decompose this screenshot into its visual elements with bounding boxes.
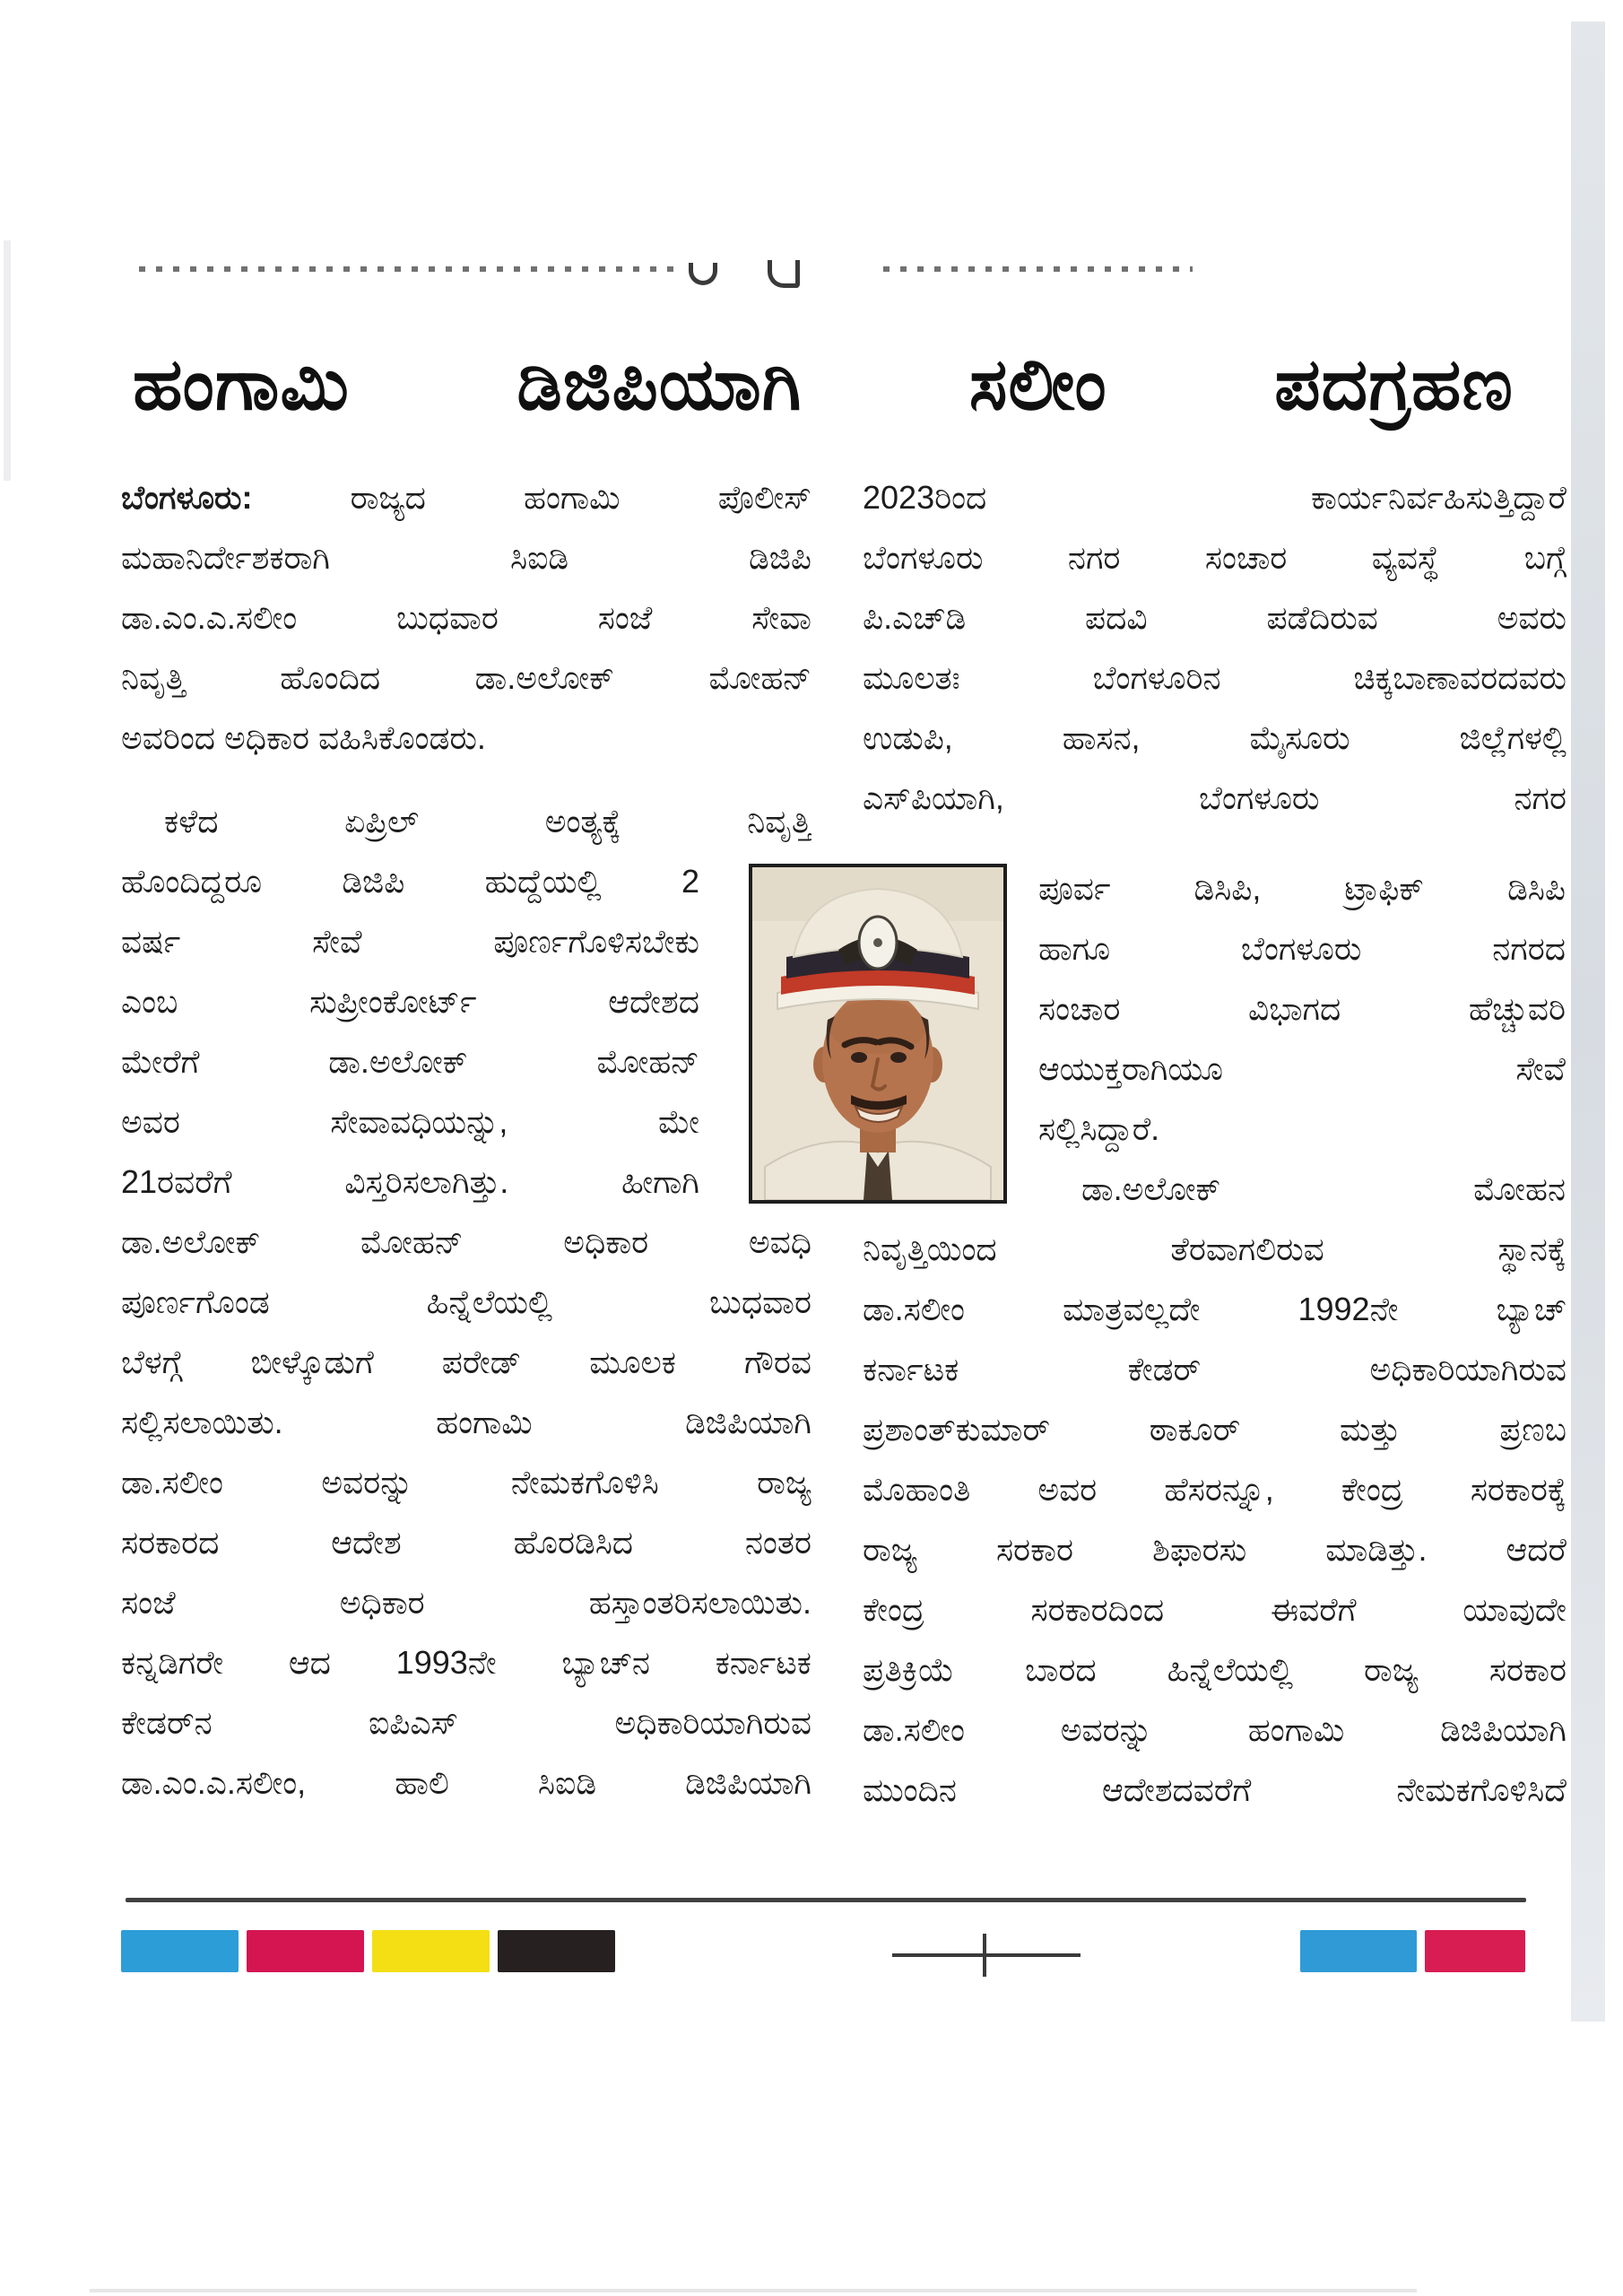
right-column-paragraph-1 [863, 470, 1567, 831]
police-officer-portrait-graphic [752, 867, 1003, 1200]
body-line: ಡಾ.ಅಲೋಕ್ ಮೋಹನ್ ಅಧಿಕಾರ ಅವಧಿ [121, 1223, 812, 1260]
body-line: ಡಾ.ಸಲೀಂ ಅವರನ್ನು ನೇಮಕಗೊಳಿಸಿ ರಾಜ್ಯ [121, 1464, 812, 1500]
body-line: ಮೇರೆಗೆ ಡಾ.ಅಲೋಕ್ ಮೋಹನ್ [121, 1043, 699, 1080]
dateline: ಬೆಂಗಳೂರು: [121, 479, 253, 516]
clipped-text-fragment [883, 266, 1193, 272]
body-line: ಸಲ್ಲಿಸಲಾಯಿತು. ಹಂಗಾಮಿ ಡಿಜಿಪಿಯಾಗಿ [121, 1404, 812, 1440]
body-line: ಕೇಡರ್‌ನ ಐಪಿಎಸ್ ಅಧಿಕಾರಿಯಾಗಿರುವ [121, 1704, 812, 1741]
body-line: ನಿವೃತ್ತಿಯಿಂದ ತೆರವಾಗಲಿರುವ ಸ್ಥಾನಕ್ಕೆ [863, 1231, 1567, 1267]
body-line: ವರ್ಷ ಸೇವೆ ಪೂರ್ಣಗೊಳಿಸಬೇಕು [121, 923, 699, 960]
cross-vertical [983, 1934, 986, 1977]
body-line: ಕಳೆದ ಏಪ್ರಿಲ್ ಅಂತ್ಯಕ್ಕೆ ನಿವೃತ್ತಿ [164, 803, 812, 839]
body-line: ಸಂಜೆ ಅಧಿಕಾರ ಹಸ್ತಾಂತರಿಸಲಾಯಿತು. [121, 1584, 812, 1621]
body-line: ಕರ್ನಾಟಕ ಕೇಡರ್ ಅಧಿಕಾರಿಯಾಗಿರುವ [863, 1351, 1567, 1387]
right-column-narrow-beside-photo [1038, 861, 1566, 1161]
left-column-paragraph-2-rest [121, 1214, 812, 1815]
body-line: ಮಹಾನಿರ್ದೇಶಕರಾಗಿ ಸಿಐಡಿ ಡಿಜಿಪಿ [121, 539, 812, 576]
cross-horizontal [892, 1953, 1081, 1957]
body-line: ಅವರ ಸೇವಾವಧಿಯನ್ನು, ಮೇ [121, 1103, 699, 1140]
color-swatch [1425, 1930, 1525, 1972]
body-line: ಪೂರ್ಣಗೊಂಡ ಹಿನ್ನೆಲೆಯಲ್ಲಿ ಬುಧವಾರ [121, 1283, 812, 1320]
body-line: ಹೊಂದಿದ್ದರೂ ಡಿಜಿಪಿ ಹುದ್ದೆಯಲ್ಲಿ 2 [121, 863, 699, 900]
body-line: ಹಾಗೂ ಬೆಂಗಳೂರು ನಗರದ [1038, 930, 1566, 967]
body-line: ಪಿ.ಎಚ್‌ಡಿ ಪದವಿ ಪಡೆದಿರುವ ಅವರು [863, 599, 1567, 636]
body-line: ಉಡುಪಿ, ಹಾಸನ, ಮೈಸೂರು ಜಿಲ್ಲೆಗಳಲ್ಲಿ [863, 719, 1567, 756]
color-registration-bars-right [1300, 1930, 1525, 1972]
clipping-bottom-rule [126, 1898, 1526, 1902]
body-line: ಮುಂದಿನ ಆದೇಶದವರೆಗೆ ನೇಮಕಗೊಳಿಸಿದೆ [863, 1771, 1567, 1808]
body-line: ಬೆಳಗ್ಗೆ ಬೀಳ್ಕೊಡುಗೆ ಪರೇಡ್ ಮೂಲಕ ಗೌರವ [121, 1344, 812, 1380]
registration-cross-mark [892, 1934, 1081, 1977]
body-line: ಸಂಚಾರ ವಿಭಾಗದ ಹೆಚ್ಚುವರಿ [1038, 990, 1566, 1027]
body-line [121, 470, 812, 530]
body-line: ಡಾ.ಎಂ.ಎ.ಸಲೀಂ, ಹಾಲಿ ಸಿಐಡಿ ಡಿಜಿಪಿಯಾಗಿ [121, 1764, 812, 1801]
body-line: ನಿವೃತ್ತಿ ಹೊಂದಿದ ಡಾ.ಅಲೋಕ್ ಮೋಹನ್ [121, 659, 812, 696]
body-line: ಕನ್ನಡಿಗರೇ ಆದ 1993ನೇ ಬ್ಯಾಚ್‌ನ ಕರ್ನಾಟಕ [121, 1644, 812, 1681]
body-line: ಡಾ.ಸಲೀಂ ಅವರನ್ನು ಹಂಗಾಮಿ ಡಿಜಿಪಿಯಾಗಿ [863, 1711, 1567, 1748]
color-swatch [247, 1930, 364, 1972]
body-line: ಡಾ.ಅಲೋಕ್ ಮೋಹನ [1081, 1170, 1566, 1207]
body-line: 2023ರಿಂದ ಕಾರ್ಯನಿರ್ವಹಿಸುತ್ತಿದ್ದಾರೆ [863, 479, 1567, 516]
color-swatch [372, 1930, 490, 1972]
body-line: ಆಯುಕ್ತರಾಗಿಯೂ ಸೇವೆ [1038, 1050, 1566, 1087]
body-line-text: ರಾಜ್ಯದ ಹಂಗಾಮಿ ಪೊಲೀಸ್ [350, 479, 812, 516]
body-line: 21ರವರೆಗೆ ವಿಸ್ತರಿಸಲಾಗಿತ್ತು. ಹೀಗಾಗಿ [121, 1163, 699, 1200]
scan-edge-shadow [1571, 22, 1605, 2022]
body-lines [1038, 861, 1566, 1101]
body-line: ಪ್ರತಿಕ್ರಿಯೆ ಬಾರದ ಹಿನ್ನೆಲೆಯಲ್ಲಿ ರಾಜ್ಯ ಸರಕಾರ [863, 1651, 1567, 1688]
body-line: ಅವರಿಂದ ಅಧಿಕಾರ ವಹಿಸಿಕೊಂಡರು. [121, 719, 486, 756]
body-line: ಕೇಂದ್ರ ಸರಕಾರದಿಂದ ಈವರೆಗೆ ಯಾವುದೇ [863, 1591, 1567, 1628]
clipped-text-fragment [139, 266, 677, 272]
cmyk-registration-bars [121, 1930, 615, 1972]
left-column-paragraph-1 [121, 470, 812, 770]
scan-left-artifact [4, 240, 11, 481]
body-line: ಡಾ.ಎಂ.ಎ.ಸಲೀಂ ಬುಧವಾರ ಸಂಜೆ ಸೇವಾ [121, 599, 812, 636]
body-line: ಮೊಹಾಂತಿ ಅವರ ಹೆಸರನ್ನೂ, ಕೇಂದ್ರ ಸರಕಾರಕ್ಕೆ [863, 1471, 1567, 1508]
body-line: ಸರಕಾರದ ಆದೇಶ ಹೊರಡಿಸಿದ ನಂತರ [121, 1524, 812, 1561]
body-line: ಮೂಲತಃ ಬೆಂಗಳೂರಿನ ಚಿಕ್ಕಬಾಣಾವರದವರು [863, 659, 1567, 696]
body-lines [121, 530, 812, 710]
scan-bottom-artifact [90, 2289, 1417, 2292]
clipped-glyph-fragment [689, 263, 717, 285]
clipped-glyph-fragment [768, 260, 800, 288]
left-column-narrow-beside-photo [121, 854, 699, 1214]
body-line: ಪ್ರಶಾಂತ್‌ಕುಮಾರ್ ಠಾಕೂರ್ ಮತ್ತು ಪ್ರಣಬ [863, 1411, 1567, 1448]
body-line: ರಾಜ್ಯ ಸರಕಾರ ಶಿಫಾರಸು ಮಾಡಿತ್ತು. ಆದರೆ [863, 1531, 1567, 1568]
right-column-paragraph-2-rest [863, 1222, 1567, 1822]
article-headline: ಹಂಗಾಮಿ ಡಿಜಿಪಿಯಾಗಿ ಸಲೀಂ ಪದಗ್ರಹಣ [133, 344, 1514, 424]
officer-photo [749, 864, 1007, 1204]
body-line: ಬೆಂಗಳೂರು ನಗರ ಸಂಚಾರ ವ್ಯವಸ್ಥೆ ಬಗ್ಗೆ [863, 539, 1567, 576]
body-line: ಸಲ್ಲಿಸಿದ್ದಾರೆ. [1038, 1110, 1160, 1147]
body-line: ಪೂರ್ವ ಡಿಸಿಪಿ, ಟ್ರಾಫಿಕ್ ಡಿಸಿಪಿ [1038, 870, 1566, 907]
color-swatch [498, 1930, 615, 1972]
color-swatch [121, 1930, 239, 1972]
right-column-paragraph-2-lead [1038, 1161, 1566, 1222]
body-line: ಡಾ.ಸಲೀಂ ಮಾತ್ರವಲ್ಲದೇ 1992ನೇ ಬ್ಯಾಚ್ [863, 1291, 1567, 1327]
body-line: ಎಂಬ ಸುಪ್ರೀಂಕೋರ್ಟ್ ಆದೇಶದ [121, 983, 699, 1020]
left-column-paragraph-2-lead [121, 794, 812, 854]
color-swatch [1300, 1930, 1417, 1972]
body-line: ಎಸ್‌ಪಿಯಾಗಿ, ಬೆಂಗಳೂರು ನಗರ [863, 779, 1567, 816]
